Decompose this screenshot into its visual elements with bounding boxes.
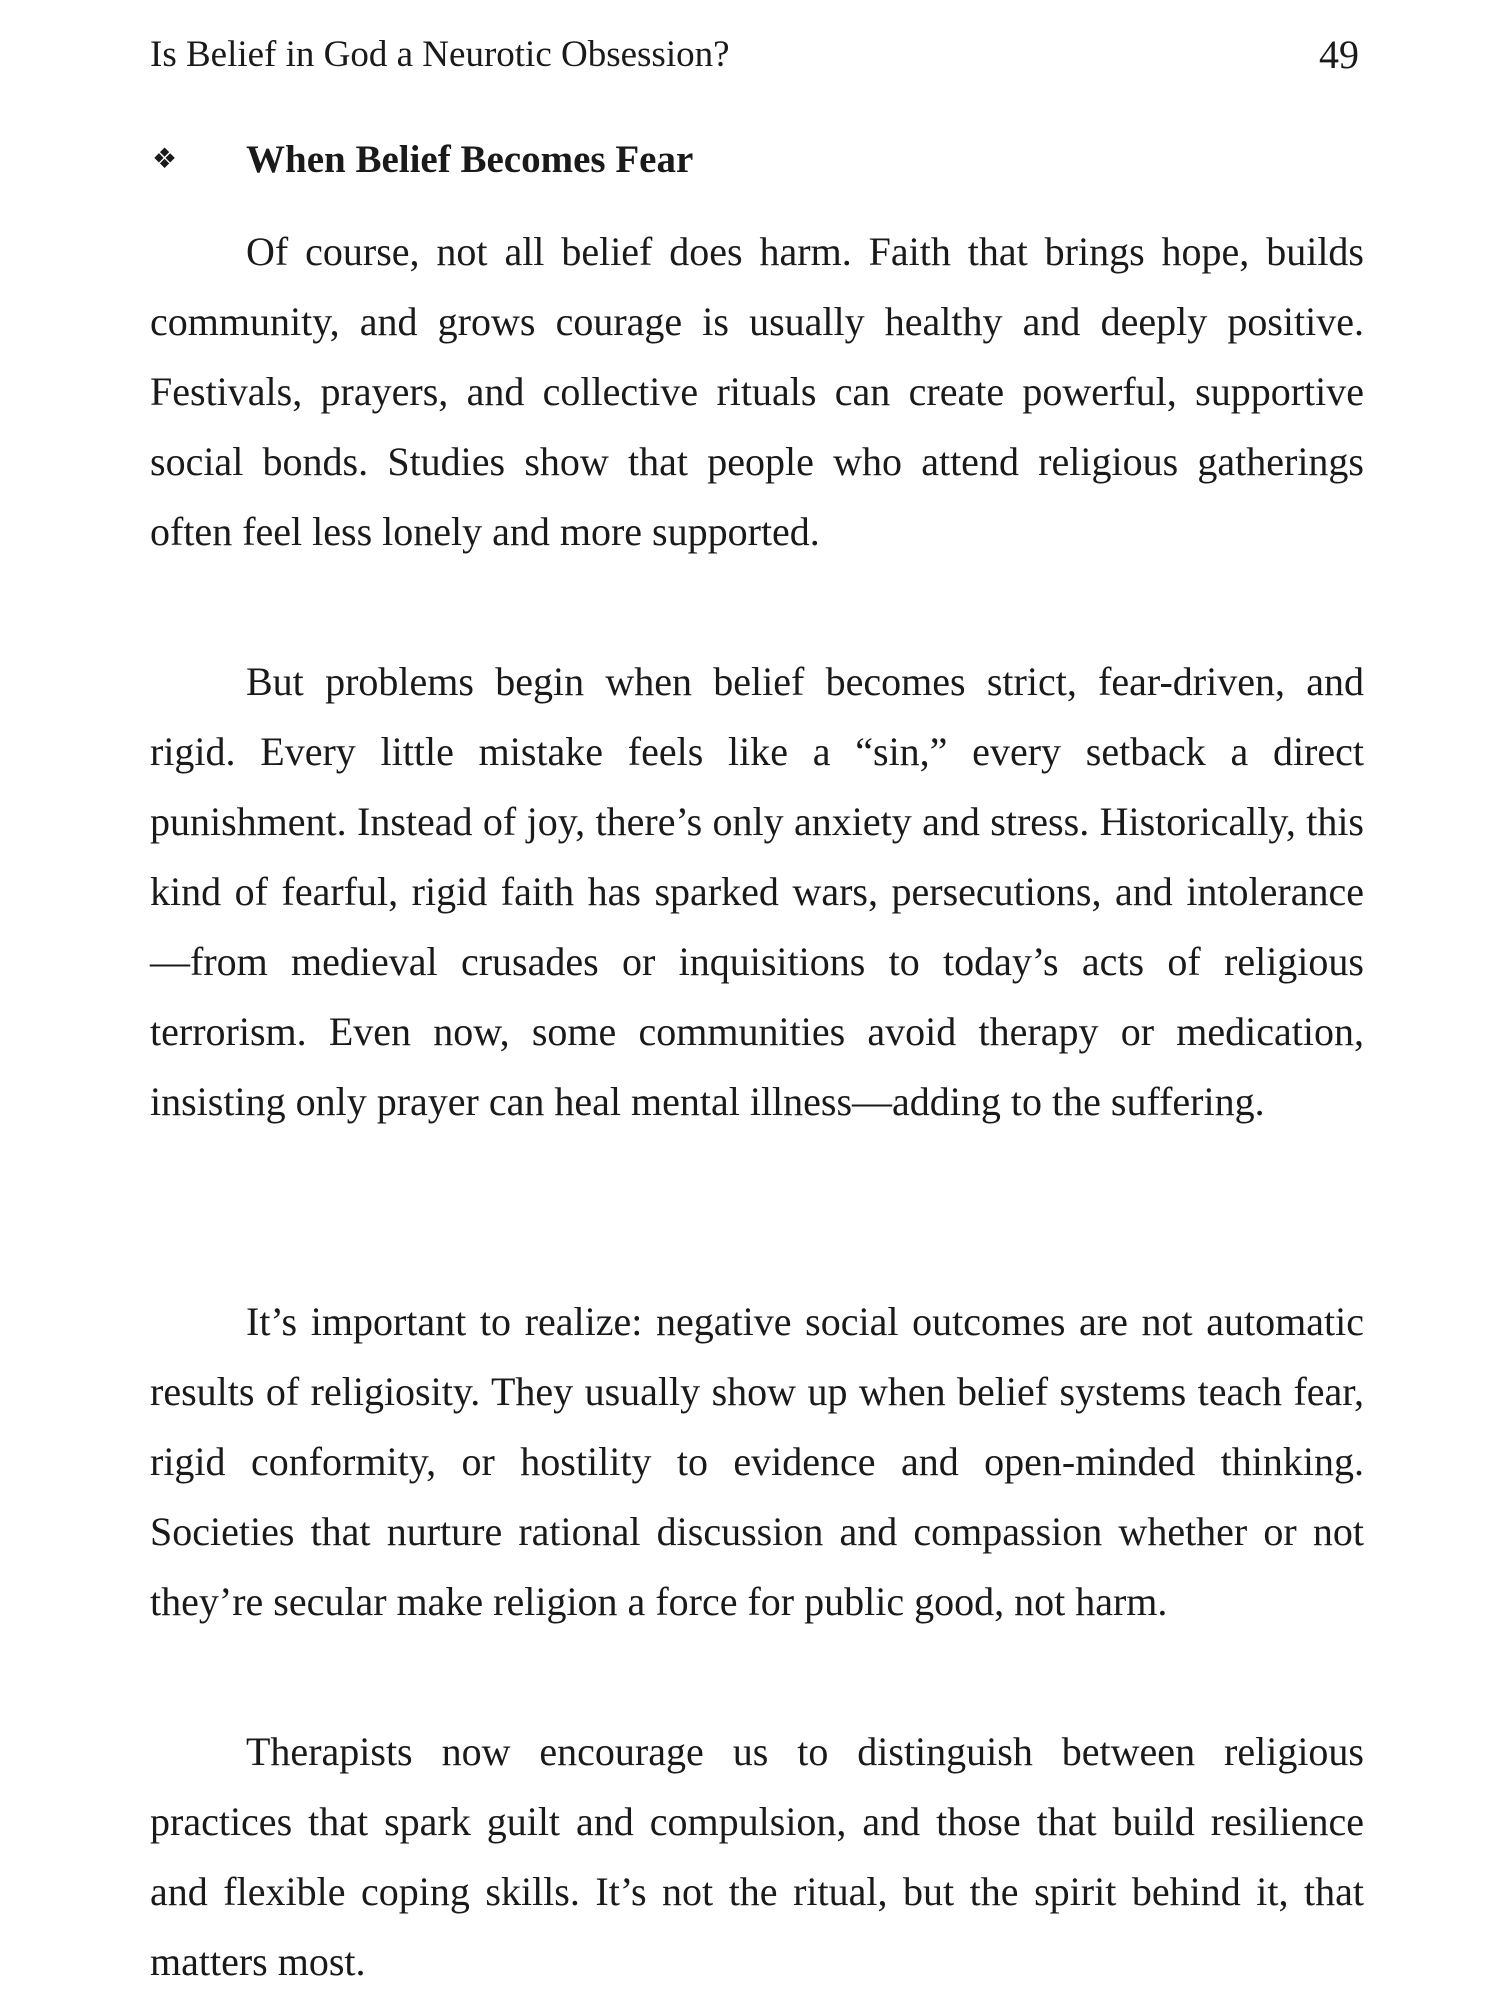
- page-number: 49: [1319, 32, 1359, 77]
- diamond-bullet-icon: ❖: [152, 144, 178, 175]
- running-head-title: Is Belief in God a Neurotic Obsession?: [150, 34, 730, 75]
- body-paragraph: It’s important to realize: negative social outcomes are not automatic results of religiosity. They usually show up when belief systems teach fear, rigid conformity, or hostility to evidence and open-minded thinking. Societies that nurture rational discussion and compassion whether or not they’re secular make religion a force for public good, not harm.: [150, 1299, 1364, 1624]
- section-heading-text: When Belief Becomes Fear: [246, 138, 694, 181]
- body-paragraph: Therapists now encourage us to distinguish between religious practices that spark guilt and compulsion, and those that build resilience and flexible coping skills. It’s not the ritual, but the spirit behind it, that matters most.: [150, 1729, 1364, 1984]
- body-paragraph: But problems begin when belief becomes strict, fear-driven, and rigid. Every little mistake feels like a “sin,” every setback a direct punishment. Instead of joy, there’s only anxiety and stress. Historically, this kind of fearful, rigid faith has sparked wars, persecutions, and intolerance—from medieval crusades or inquisitions to today’s acts of religious terrorism. Even now, some communities avoid therapy or medication, insisting only prayer can heal mental illness—adding to the suffering.: [150, 659, 1364, 1124]
- section-heading: [150, 132, 1364, 188]
- body-paragraph: Of course, not all belief does harm. Faith that brings hope, builds community, and grows courage is usually healthy and deeply positive. Festivals, prayers, and collective rituals can create powerful, supportive social bonds. Studies show that people who attend religious gatherings often feel less lonely and more supported.: [150, 229, 1364, 554]
- book-page: [150, 0, 1364, 2000]
- running-header: [150, 30, 1364, 80]
